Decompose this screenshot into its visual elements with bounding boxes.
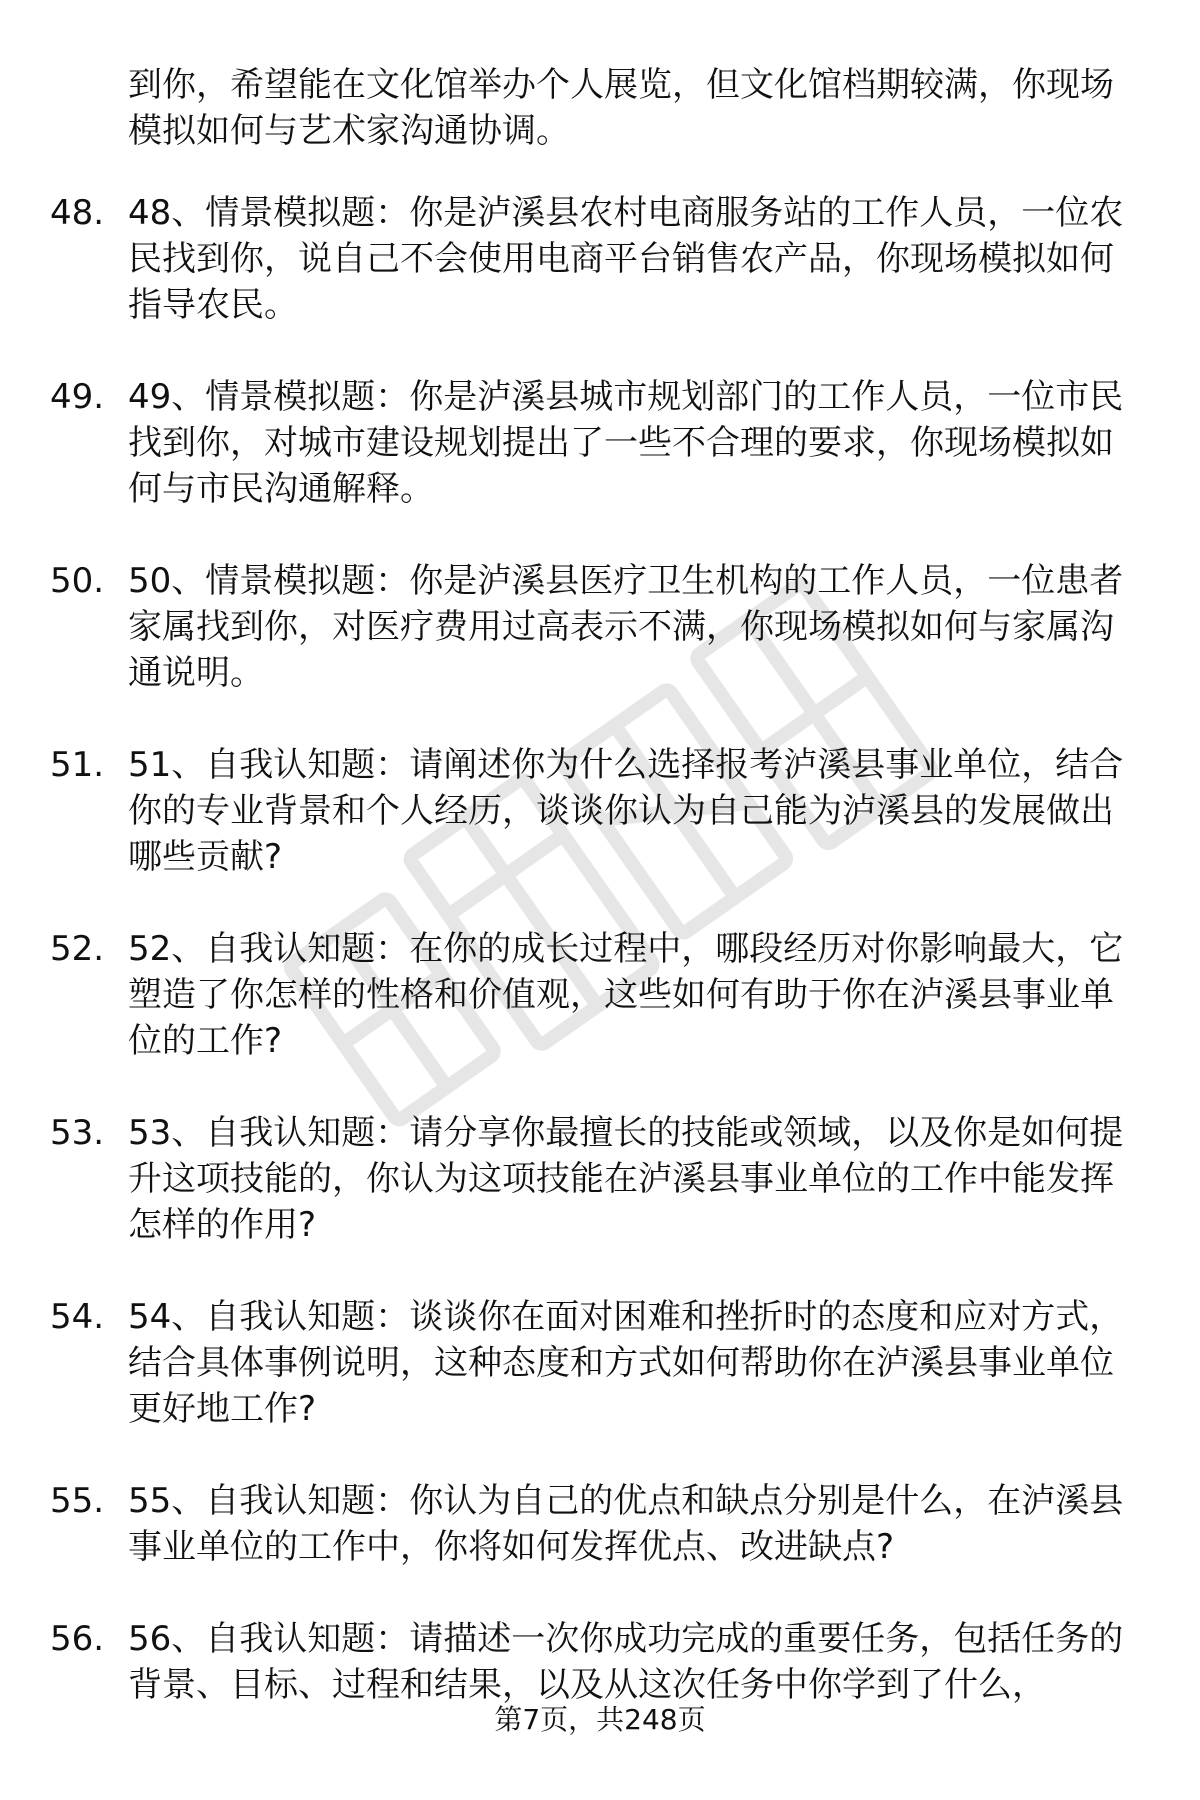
item-number: 56. [50,1619,105,1659]
list-item [0,558,1200,742]
item-number: 55. [50,1481,105,1521]
item-text: 51、自我认知题：请阐述你为什么选择报考泸溪县事业单位，结合你的专业背景和个人经历，谈谈你认为自己能为泸溪县的发展做出哪些贡献? [128,745,1124,877]
list-item [0,926,1200,1110]
item-text: 54、自我认知题：谈谈你在面对困难和挫折时的态度和应对方式，结合具体事例说明，这种态度和方式如何帮助你在泸溪县事业单位更好地工作? [128,1297,1124,1429]
page-footer: 第7页，共248页 [494,1703,706,1736]
item-text: 49、情景模拟题：你是泸溪县城市规划部门的工作人员，一位市民找到你，对城市建设规划提出了一些不合理的要求，你现场模拟如何与市民沟通解释。 [128,377,1124,509]
item-number: 50. [50,561,105,601]
item-number: 52. [50,929,105,969]
list-item [0,1110,1200,1294]
list-item [0,190,1200,374]
item-number: 51. [50,745,105,785]
item-text: 53、自我认知题：请分享你最擅长的技能或领域，以及你是如何提升这项技能的，你认为这项技能在泸溪县事业单位的工作中能发挥怎样的作用? [128,1113,1124,1245]
item-number: 49. [50,377,105,417]
list-item [0,1478,1200,1616]
item-number: 54. [50,1297,105,1337]
item-number: 48. [50,193,105,233]
item-text: 55、自我认知题：你认为自己的优点和缺点分别是什么，在泸溪县事业单位的工作中，你将如何发挥优点、改进缺点? [128,1481,1124,1567]
item-number: 53. [50,1113,105,1153]
question-list [0,190,1200,1800]
list-item [0,1294,1200,1478]
list-item [0,374,1200,558]
item-text: 50、情景模拟题：你是泸溪县医疗卫生机构的工作人员，一位患者家属找到你，对医疗费用过高表示不满，你现场模拟如何与家属沟通说明。 [128,561,1124,693]
item-text: 56、自我认知题：请描述一次你成功完成的重要任务，包括任务的背景、目标、过程和结果，以及从这次任务中你学到了什么， [128,1619,1124,1705]
continued-paragraph: 到你，希望能在文化馆举办个人展览，但文化馆档期较满，你现场模拟如何与艺术家沟通协调。 [128,65,1114,151]
item-text: 48、情景模拟题：你是泸溪县农村电商服务站的工作人员，一位农民找到你，说自己不会使用电商平台销售农产品，你现场模拟如何指导农民。 [128,193,1124,325]
item-text: 52、自我认知题：在你的成长过程中，哪段经历对你影响最大，它塑造了你怎样的性格和价值观，这些如何有助于你在泸溪县事业单位的工作? [128,929,1124,1061]
list-item [0,742,1200,926]
